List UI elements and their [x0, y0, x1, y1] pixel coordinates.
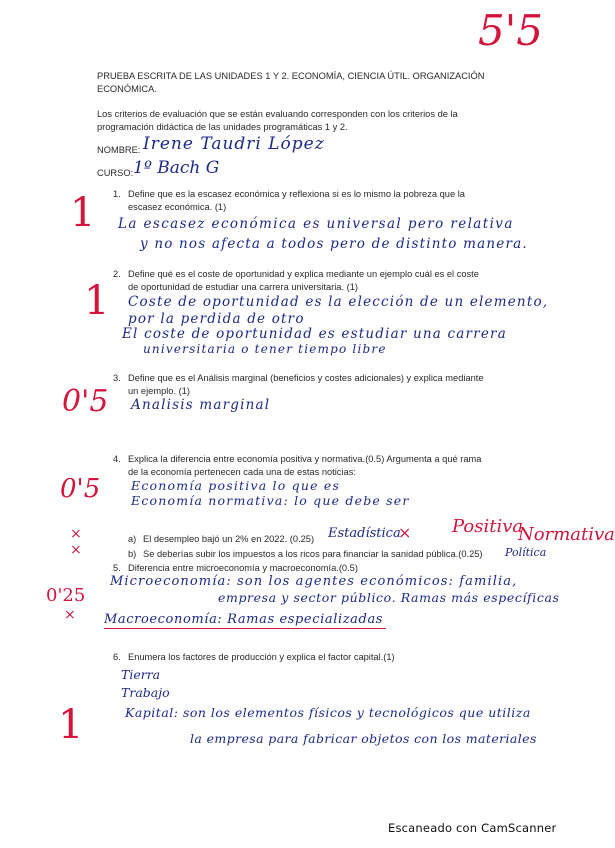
q4b-margin-cross: ×: [70, 542, 82, 558]
q5-answer-line1: Microeconomía: son los agentes económicos: familia,: [110, 574, 518, 589]
q2-answer-line3: El coste de oportunidad es estudiar una carrera: [122, 326, 507, 342]
q4-grade: 0'5: [60, 474, 101, 504]
q4a-answer: Estadística: [328, 526, 401, 541]
q5-answer-line2: empresa y sector público. Ramas más específicas: [218, 590, 560, 605]
q6-answer-tierra: Tierra: [121, 667, 161, 682]
total-grade: 5'5: [478, 6, 543, 55]
q1-text-line1: Define que es la escasez económica y reflexiona si es lo mismo la pobreza que la: [128, 189, 465, 199]
exam-title-line2: ECONÓMICA.: [97, 84, 157, 94]
q1-number: 1.: [113, 189, 121, 199]
name-label: NOMBRE:: [97, 145, 141, 155]
q3-text-line1: Define que es el Análisis marginal (beneficios y costes adicionales) y explica mediante: [128, 373, 484, 383]
q5-answer-line3: Macroeconomía: Ramas especializadas: [104, 612, 384, 627]
q3-number: 3.: [113, 373, 121, 383]
q4b-label: b): [128, 549, 137, 559]
q2-number: 2.: [113, 269, 121, 279]
q5-number: 5.: [113, 563, 121, 573]
q5-margin-cross: ×: [64, 607, 76, 623]
q4a-label: a): [128, 534, 137, 544]
q6-grade: 1: [58, 702, 84, 748]
q3-answer-line1: Analisis marginal: [131, 397, 271, 413]
q6-text-line1: Enumera los factores de producción y explica el factor capital.(1): [128, 652, 395, 662]
q1-text-line2: escasez económica. (1): [128, 202, 227, 212]
student-name: Irene Taudri López: [143, 134, 325, 154]
q5-grade: 0'25: [46, 585, 86, 606]
q4-answer-line1: Economía positiva lo que es: [131, 478, 341, 493]
q1-answer-line2: y no nos afecta a todos pero de distinto manera.: [140, 236, 528, 252]
course-label: CURSO:: [97, 168, 134, 178]
course-value: 1º Bach G: [133, 158, 220, 178]
q4a-text: El desempleo bajó un 2% en 2022. (0.25): [143, 534, 315, 544]
q6-answer-trabajo: Trabajo: [121, 685, 170, 700]
q3-grade: 0'5: [62, 384, 109, 419]
q4b-text: Se deberías subir los impuestos a los ricos para financiar la sanidad pública.(0.25): [143, 549, 483, 559]
q4-text-line1: Explica la diferencia entre economía positiva y normativa.(0.5) Argumenta a qué rama: [128, 454, 482, 464]
q6-number: 6.: [113, 652, 121, 662]
q1-answer-line1: La escasez económica es universal pero relativa: [118, 216, 514, 232]
scanner-watermark: Escaneado con CamScanner: [388, 821, 557, 835]
q5-text-line1: Diferencia entre microeconomía y macroeconomía.(0.5): [128, 563, 358, 573]
q2-answer-line4: universitaria o tener tiempo libre: [143, 342, 387, 356]
q2-answer-line1: Coste de oportunidad es la elección de un elemento,: [128, 294, 549, 310]
q4a-cross: ×: [398, 523, 412, 542]
q4b-answer: Política: [505, 546, 547, 559]
q4b-correction: Normativa: [518, 524, 615, 545]
q3-text-line2: un ejemplo. (1): [128, 386, 191, 396]
q4-text-line2: de la economía pertenecen cada una de estas noticias:: [128, 467, 356, 477]
q2-text-line2: de oportunidad de estudiar una carrera universitaria. (1): [128, 282, 358, 292]
q5-underline: [104, 628, 386, 629]
q2-grade: 1: [84, 278, 110, 324]
q4-number: 4.: [113, 454, 121, 464]
q6-answer-line3: Kapital: son los elementos físicos y tecnológicos que utiliza: [125, 705, 531, 720]
q1-grade: 1: [70, 190, 96, 236]
criteria-line1: Los criterios de evaluación que se están evaluando corresponden con los criterios de la: [97, 109, 458, 119]
q2-answer-line2: por la perdida de otro: [128, 311, 305, 327]
q4a-correction: Positiva: [452, 516, 524, 537]
exam-title-line1: PRUEBA ESCRITA DE LAS UNIDADES 1 Y 2. ECONOMÍA, CIENCIA ÚTIL. ORGANIZACIÓN: [97, 71, 485, 81]
criteria-line2: programación didáctica de las unidades programáticas 1 y 2.: [97, 122, 348, 132]
q4-answer-line2: Economía normativa: lo que debe ser: [131, 493, 410, 508]
q2-text-line1: Define qué es el coste de oportunidad y explica mediante un ejemplo cuál es el coste: [128, 269, 479, 279]
q6-answer-line4: la empresa para fabricar objetos con los materiales: [190, 731, 537, 746]
q4a-margin-cross: ×: [70, 526, 82, 542]
